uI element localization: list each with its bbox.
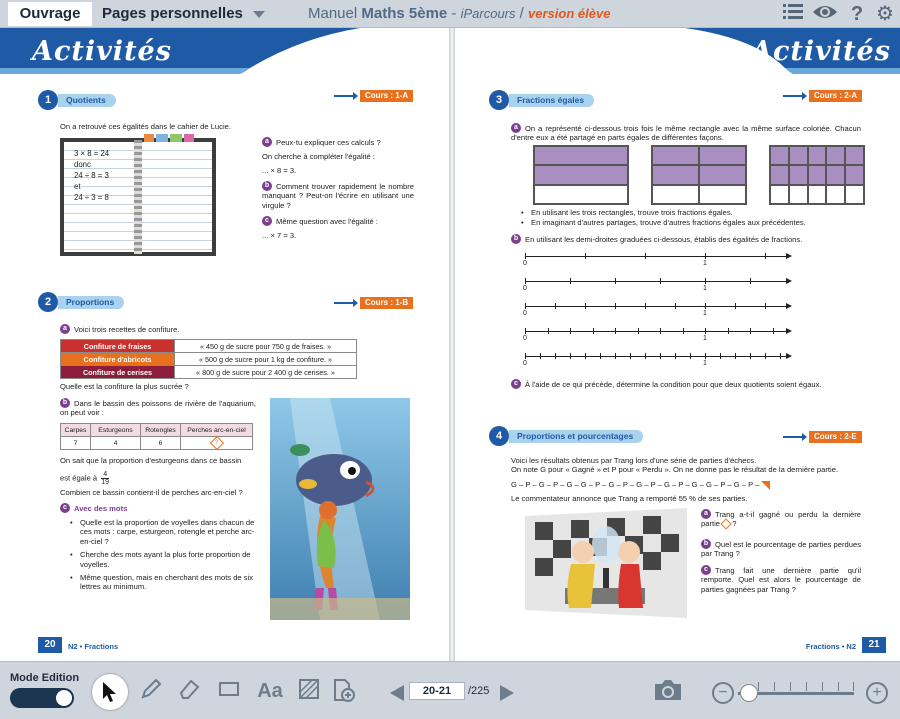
number-line: [525, 281, 787, 282]
tick: [615, 278, 616, 284]
cours-link[interactable]: Cours : 2-A: [809, 90, 862, 102]
rectangle-icon: [218, 678, 240, 700]
tick: [705, 353, 706, 359]
cours-link[interactable]: Cours : 1-A: [360, 90, 413, 102]
tick: [630, 353, 631, 359]
table-header: Carpes: [61, 424, 91, 437]
bullet-list: [70, 518, 256, 592]
eraser-tool-button[interactable]: [176, 678, 202, 704]
number-line: [525, 306, 787, 307]
tick: [765, 253, 766, 259]
tick: [765, 353, 766, 359]
tick: [548, 328, 549, 334]
tab-pages-personnelles[interactable]: [102, 2, 265, 26]
zoom-in-button[interactable]: +: [866, 682, 888, 704]
arrow-right-icon: [783, 95, 803, 97]
tick: [660, 353, 661, 359]
page-number: 20: [38, 637, 62, 653]
tick-label: 1: [703, 285, 707, 292]
cursor-tool-button[interactable]: [92, 674, 128, 710]
tick: [585, 253, 586, 259]
question-text: Quel est le pourcentage de parties perdues par Trang ?: [701, 540, 861, 559]
tick-label: 0: [523, 310, 527, 317]
question-text: Combien ce bassin contient-il de perches arc-en-ciel ?: [60, 488, 243, 497]
number-line: [525, 256, 787, 257]
section-text: On a retrouvé ces égalités dans le cahier de Lucie.: [60, 122, 231, 131]
tick: [615, 303, 616, 309]
section-number: 2: [38, 292, 58, 312]
question-text: On cherche à compléter l'égalité :: [262, 152, 375, 161]
question-label: c: [701, 565, 711, 575]
tick: [773, 328, 774, 334]
tick: [690, 353, 691, 359]
cours-link[interactable]: Cours : 2-E: [809, 431, 862, 443]
section-text: Le commentateur annonce que Trang a remporté 55 % de ses parties.: [511, 494, 748, 503]
section-text: Voici les résultats obtenus par Trang lors d'une série de parties d'échecs.: [511, 456, 757, 465]
notebook-line: donc: [74, 160, 91, 169]
list-icon[interactable]: [782, 3, 804, 25]
arrow-right-icon: [334, 95, 354, 97]
question-text: Peux-tu expliquer ces calculs ?: [276, 138, 381, 147]
banner-title: Activités: [32, 36, 172, 67]
notebook-line: 3 × 8 = 24: [74, 149, 110, 158]
fraction-rectangle: [651, 145, 747, 205]
question-label: b: [701, 539, 711, 549]
table-cell: [181, 437, 253, 450]
tick: [735, 303, 736, 309]
gear-icon[interactable]: ⚙: [876, 3, 894, 25]
question-label: a: [60, 324, 70, 334]
fraction: $\frac{4}{19}$: [101, 471, 110, 486]
question-text: En utilisant les demi-droites graduées ci-dessous, établis des égalités de fractions.: [525, 235, 803, 244]
tick-label: 0: [523, 285, 527, 292]
tick-label: 0: [523, 360, 527, 367]
banner-title: Activités: [751, 36, 891, 67]
list-item: • En imaginant d'autres partages, trouve d'autres fractions égales aux précédentes.: [521, 218, 806, 228]
tick: [570, 328, 571, 334]
question-label: a: [262, 137, 272, 147]
previous-page-button[interactable]: [390, 685, 404, 701]
question-text: Même question avec l'égalité :: [276, 217, 378, 226]
number-line: [525, 356, 787, 357]
question-label: a: [511, 123, 521, 133]
tick: [675, 303, 676, 309]
question-label: c: [262, 216, 272, 226]
right-page: [455, 28, 900, 661]
bullet-list: [521, 208, 871, 228]
question-label: a: [701, 509, 711, 519]
text-tool-button[interactable]: [254, 678, 286, 704]
recipes-table: [60, 339, 357, 379]
tick: [555, 353, 556, 359]
cursor-icon: [101, 681, 119, 703]
tick: [705, 278, 706, 284]
section-number: 3: [489, 90, 509, 110]
tick-label: 1: [703, 260, 707, 267]
question-text: On sait que la proportion d'esturgeons dans ce bassin: [60, 456, 242, 465]
unknown-result-icon: [761, 481, 770, 490]
table-header: Rotengles: [141, 424, 181, 437]
arrow-right-icon: [783, 436, 803, 438]
tick: [585, 353, 586, 359]
question-text: Voici trois recettes de confiture.: [74, 325, 180, 334]
table-cell: 6: [141, 437, 181, 450]
tick: [525, 328, 526, 334]
question-text: On a représenté ci-dessous trois fois le même rectangle avec la même surface coloriée. Chacun d'entre eux a été partagé en parts égales de différentes façons.: [511, 124, 861, 143]
tick: [750, 328, 751, 334]
tick: [683, 328, 684, 334]
tick-label: 0: [523, 335, 527, 342]
camera-button[interactable]: [652, 678, 684, 704]
eye-icon[interactable]: [812, 3, 838, 25]
tick: [705, 328, 706, 334]
tick-label: 0: [523, 260, 527, 267]
table-cell: 7: [61, 437, 91, 450]
list-item: • En utilisant les trois rectangles, trouve trois fractions égales.: [521, 208, 733, 217]
tab-ouvrage[interactable]: Ouvrage: [8, 2, 92, 26]
toggle-knob: [56, 690, 72, 706]
page-footer-text: N2 • Fractions: [68, 642, 119, 651]
tick: [660, 278, 661, 284]
hatch-icon: [298, 678, 320, 700]
tick: [645, 303, 646, 309]
section-number: 4: [489, 426, 509, 446]
recipe-value: « 500 g de sucre pour 1 kg de confiture. »: [175, 353, 357, 366]
recipe-name: Confiture de fraises: [61, 340, 175, 353]
tick: [525, 278, 526, 284]
aquarium-illustration: [270, 398, 410, 620]
add-page-button[interactable]: [330, 678, 356, 704]
tick: [780, 353, 781, 359]
question-label: b: [262, 181, 272, 191]
cours-link[interactable]: Cours : 1-B: [360, 297, 413, 309]
tick-label: 1: [703, 335, 707, 342]
page-total: /225: [468, 685, 490, 697]
eraser-icon: [178, 678, 200, 700]
table-header: Esturgeons: [91, 424, 141, 437]
mode-edition-toggle[interactable]: [10, 688, 74, 708]
tick: [585, 303, 586, 309]
add-page-icon: [331, 678, 355, 702]
question-diamond-icon: [720, 519, 731, 530]
fraction-rectangle: [533, 145, 629, 205]
question-text: ... × 8 = 3.: [262, 166, 297, 175]
tick: [570, 353, 571, 359]
tick: [735, 353, 736, 359]
tick: [525, 353, 526, 359]
page-footer-text: Fractions • N2: [805, 642, 856, 651]
arrow-right-icon: [334, 302, 354, 304]
tab-pages-label: Pages personnelles: [102, 5, 243, 22]
question-text: Comment trouver rapidement le nombre manquant ? Peut-on l'écrire en utilisant une virgule ?: [262, 182, 414, 210]
tick: [593, 328, 594, 334]
notebook-image: [60, 138, 216, 256]
number-line: [525, 331, 787, 332]
question-text: Trang fait une dernière partie qu'il remporte. Quel est alors le pourcentage de parties gagnées par Trang ?: [701, 566, 861, 594]
table-row: [61, 353, 357, 366]
tick: [660, 328, 661, 334]
tick-label: 1: [703, 310, 707, 317]
tick: [570, 278, 571, 284]
camera-icon: [653, 678, 683, 702]
tick: [750, 353, 751, 359]
tick: [615, 353, 616, 359]
question-text: Dans le bassin des poissons de rivière de l'aquarium, on peut voir :: [60, 399, 256, 418]
recipe-value: « 800 g de sucre pour 2 400 g de cerises. »: [175, 366, 357, 379]
notebook-line: et: [74, 182, 81, 191]
rectangle-tool-button[interactable]: [216, 678, 242, 704]
question-text: ... × 7 = 3.: [262, 231, 297, 240]
notebook-line: 24 ÷ 3 = 8: [74, 193, 109, 202]
tick: [645, 353, 646, 359]
subsection-title: Avec des mots: [74, 504, 128, 513]
section-title: Fractions égales: [509, 94, 594, 107]
tick: [750, 278, 751, 284]
table-cell: 4: [91, 437, 141, 450]
question-label: b: [60, 398, 70, 408]
tick: [555, 303, 556, 309]
page-number: 21: [862, 637, 886, 653]
recipe-value: « 450 g de sucre pour 750 g de fraises. »: [175, 340, 357, 353]
tick: [720, 353, 721, 359]
mode-edition-label: Mode Edition: [10, 672, 80, 684]
question-text: À l'aide de ce qui précède, détermine la condition pour que deux quotients soient égaux.: [525, 380, 822, 389]
notebook-line: 24 ÷ 8 = 3: [74, 171, 109, 180]
section-title: Quotients: [58, 94, 116, 107]
tick: [675, 353, 676, 359]
left-page: [0, 28, 449, 661]
list-item: • Quelle est la proportion de voyelles dans chacun de ces mots : carpe, esturgeon, rotengle et perche arc-en-ciel ?: [70, 518, 255, 546]
hatch-tool-button[interactable]: [296, 678, 322, 704]
recipe-name: Confiture de cerises: [61, 366, 175, 379]
tick: [765, 303, 766, 309]
aquarium-table: [60, 423, 253, 450]
bottom-toolbar: [0, 661, 900, 719]
question-text: Trang a-t-il gagné ou perdu la dernière partie ?: [701, 510, 861, 529]
tick: [645, 253, 646, 259]
tick: [615, 328, 616, 334]
tick: [600, 353, 601, 359]
section-number: 1: [38, 90, 58, 110]
table-header: Perches arc-en-ciel: [181, 424, 253, 437]
table-row: [61, 366, 357, 379]
question-label: b: [511, 234, 521, 244]
list-item: • Même question, mais en cherchant des mots de six lettres au minimum.: [70, 573, 254, 592]
question-text: Quelle est la confiture la plus sucrée ?: [60, 382, 189, 391]
tick: [525, 253, 526, 259]
tick: [705, 303, 706, 309]
section-title: Proportions et pourcentages: [509, 430, 643, 443]
pencil-icon: [140, 678, 162, 700]
page-number-input[interactable]: 20-21: [409, 682, 465, 700]
section-text: On note G pour « Gagné » et P pour « Perdu ». On ne donne pas le résultat de la dernière partie.: [511, 465, 839, 474]
fraction-rectangle: [769, 145, 865, 205]
recipe-name: Confiture d'abricots: [61, 353, 175, 366]
zoom-slider-handle[interactable]: [740, 684, 758, 702]
question-label: c: [511, 379, 521, 389]
top-bar: [0, 0, 900, 28]
help-icon[interactable]: ?: [850, 3, 864, 25]
tick: [525, 303, 526, 309]
tick: [705, 253, 706, 259]
question-label: c: [60, 503, 70, 513]
tick-label: 1: [703, 360, 707, 367]
tick: [728, 328, 729, 334]
table-row: [61, 424, 253, 437]
next-page-button[interactable]: [500, 685, 514, 701]
question-diamond-icon: ?: [209, 436, 223, 450]
section-title: Proportions: [58, 296, 124, 309]
list-item: • Cherche des mots ayant la plus forte proportion de voyelles.: [70, 550, 251, 569]
chevron-down-icon[interactable]: [253, 11, 265, 18]
tick: [540, 353, 541, 359]
pencil-tool-button[interactable]: [138, 678, 164, 704]
question-text: est égale à $\frac{4}{19}$: [60, 471, 110, 486]
chess-results: G – P – G – P – G – G – P – G – P – G – P – G – P – G – G – P – G – P –: [511, 480, 770, 490]
table-row: [61, 340, 357, 353]
chess-illustration: [525, 508, 687, 618]
tick: [638, 328, 639, 334]
app-title: Manuel Maths 5ème - iParcours / version élève: [308, 5, 611, 22]
zoom-out-button[interactable]: −: [712, 682, 734, 704]
text-aa-icon: Aa: [257, 680, 283, 702]
table-row: [61, 437, 253, 450]
